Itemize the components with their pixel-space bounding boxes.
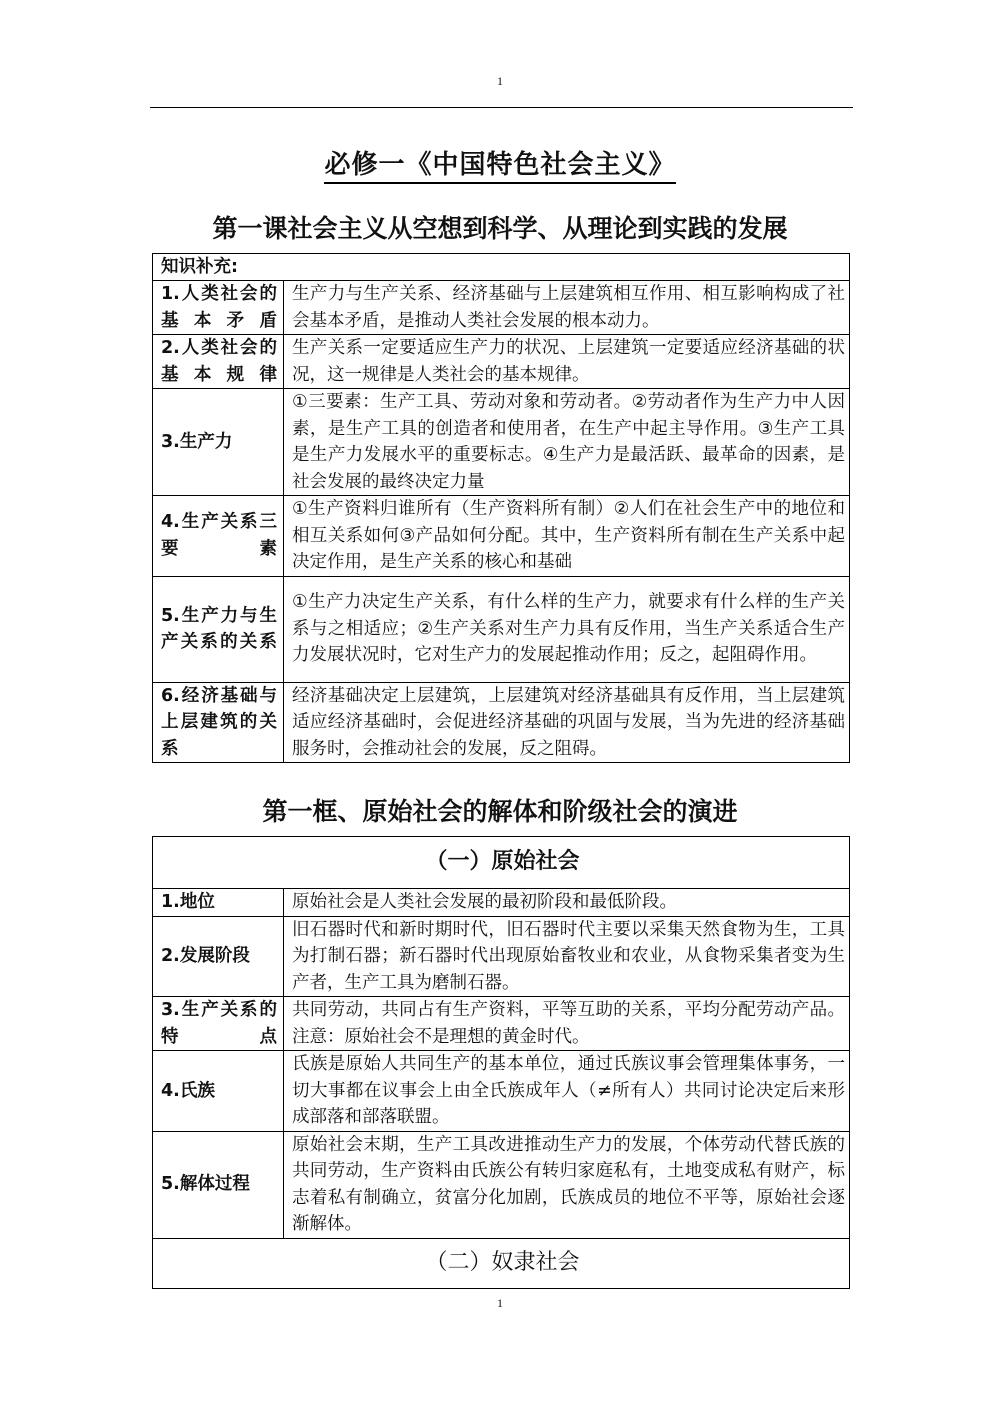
row-label: 1.地位 bbox=[153, 889, 284, 917]
table-row bbox=[153, 916, 850, 997]
row-content: 生产关系一定要适应生产力的状况、上层建筑一定要适应经济基础的状况，这一规律是人类社会的基本规律。 bbox=[284, 335, 850, 389]
row-content: 生产力与生产关系、经济基础与上层建筑相互作用、相互影响构成了社会基本矛盾，是推动人类社会发展的根本动力。 bbox=[284, 281, 850, 335]
section-title: （一）原始社会 bbox=[153, 837, 850, 889]
table-row bbox=[153, 335, 850, 389]
knowledge-table bbox=[152, 253, 850, 763]
table-header-row bbox=[153, 254, 850, 281]
row-content: ①生产资料归谁所有（生产资料所有制）②人们在社会生产中的地位和相互关系如何③产品如何分配。其中，生产资料所有制在生产关系中起决定作用，是生产关系的核心和基础 bbox=[284, 496, 850, 577]
row-label: 5.生产力与生产关系的关系 bbox=[153, 576, 284, 682]
row-label: 4.生产关系三要素 bbox=[153, 496, 284, 577]
table-row bbox=[153, 576, 850, 682]
row-content: 氏族是原始人共同生产的基本单位，通过氏族议事会管理集体事务，一切大事都在议事会上由全氏族成年人（≠所有人）共同讨论决定后来形成部落和部落联盟。 bbox=[284, 1051, 850, 1132]
frame-title: 第一框、原始社会的解体和阶级社会的演进 bbox=[262, 797, 738, 826]
row-content: 原始社会末期，生产工具改进推动生产力的发展，个体劳动代替氏族的共同劳动，生产资料由氏族公有转归家庭私有，土地变成私有财产，标志着私有制确立，贫富分化加剧，氏族成员的地位不平等，原始社会逐渐解体。 bbox=[284, 1131, 850, 1238]
lesson-title: 第一课社会主义从空想到科学、从理论到实践的发展 bbox=[212, 214, 788, 243]
row-content: ①生产力决定生产关系，有什么样的生产力，就要求有什么样的生产关系与之相适应；②生产关系对生产力具有反作用，当生产关系适合生产力发展状况时，它对生产力的发展起推动作用；反之，起阻碍作用。 bbox=[284, 576, 850, 682]
row-label: 3.生产关系的特点 bbox=[153, 997, 284, 1051]
page-number-top: 1 bbox=[497, 74, 503, 88]
section-header-row bbox=[153, 1238, 850, 1288]
header-rule bbox=[150, 107, 853, 108]
row-label: 5.解体过程 bbox=[153, 1131, 284, 1238]
row-content: 原始社会是人类社会发展的最初阶段和最低阶段。 bbox=[284, 889, 850, 917]
table-row bbox=[153, 389, 850, 496]
table-row bbox=[153, 1131, 850, 1238]
row-content: ①三要素：生产工具、劳动对象和劳动者。②劳动者作为生产力中人因素，是生产工具的创造者和使用者，在生产中起主导作用。③生产工具是生产力发展水平的重要标志。④生产力是最活跃、最革命的因素，是社会发展的最终决定力量 bbox=[284, 389, 850, 496]
table-row bbox=[153, 889, 850, 917]
table-row bbox=[153, 682, 850, 763]
row-label: 6.经济基础与上层建筑的关系 bbox=[153, 682, 284, 763]
row-label: 2.发展阶段 bbox=[153, 916, 284, 997]
table-row bbox=[153, 496, 850, 577]
row-content: 共同劳动，共同占有生产资料，平等互助的关系，平均分配劳动产品。注意：原始社会不是理想的黄金时代。 bbox=[284, 997, 850, 1051]
knowledge-table-header: 知识补充: bbox=[153, 254, 850, 281]
page-number-bottom: 1 bbox=[497, 1296, 503, 1310]
table-row bbox=[153, 281, 850, 335]
next-section-title: （二）奴隶社会 bbox=[153, 1238, 850, 1288]
row-label: 4.氏族 bbox=[153, 1051, 284, 1132]
table-row bbox=[153, 1051, 850, 1132]
row-label: 2.人类社会的基本规律 bbox=[153, 335, 284, 389]
row-label: 1.人类社会的基本矛盾 bbox=[153, 281, 284, 335]
row-content: 经济基础决定上层建筑，上层建筑对经济基础具有反作用，当上层建筑适应经济基础时，会促进经济基础的巩固与发展，当为先进的经济基础服务时，会推动社会的发展，反之阻碍。 bbox=[284, 682, 850, 763]
section-header-row bbox=[153, 837, 850, 889]
document-title bbox=[0, 144, 1000, 181]
document-title-text: 必修一《中国特色社会主义》 bbox=[324, 150, 675, 184]
row-content: 旧石器时代和新时期时代，旧石器时代主要以采集天然食物为生，工具为打制石器；新石器时代出现原始畜牧业和农业，从食物采集者变为生产者，生产工具为磨制石器。 bbox=[284, 916, 850, 997]
row-label: 3.生产力 bbox=[153, 389, 284, 496]
table-row bbox=[153, 997, 850, 1051]
primitive-society-table bbox=[152, 836, 850, 1289]
